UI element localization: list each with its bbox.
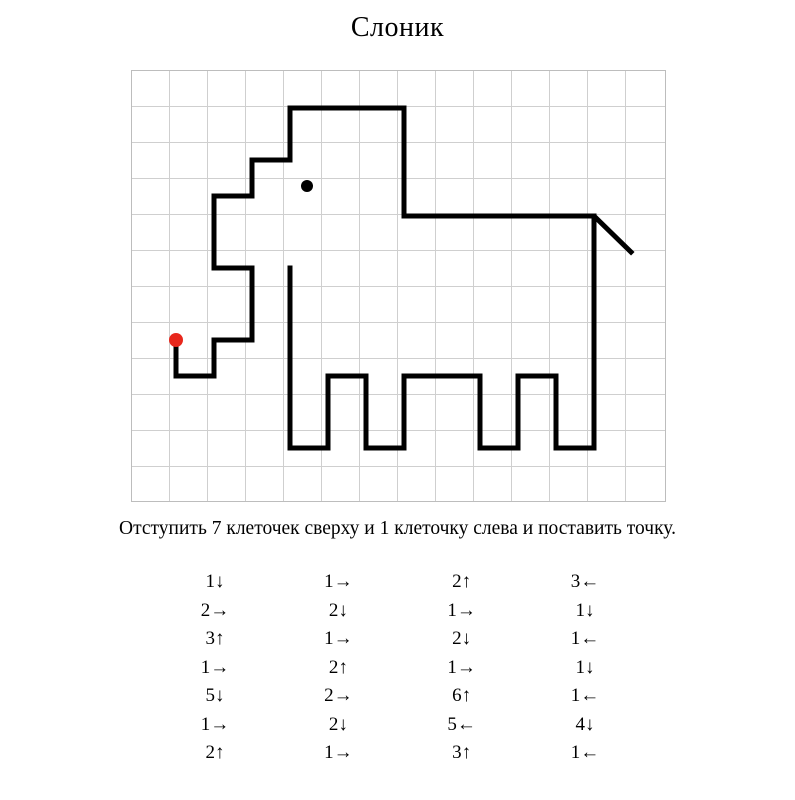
- grid-svg: [131, 70, 666, 502]
- step-item: 3↑: [205, 628, 225, 649]
- black-eye-dot: [301, 180, 313, 192]
- step-item: 2↓: [328, 599, 348, 621]
- step-item: 1←: [570, 742, 600, 763]
- step-item: 4↓: [575, 713, 595, 735]
- step-item: 5↓: [205, 685, 225, 706]
- instruction-text: Отступить 7 клеточек сверху и 1 клеточку слева и поставить точку.: [119, 518, 676, 539]
- step-item: 1→: [200, 713, 230, 735]
- step-item: 1→: [447, 656, 476, 678]
- red-start-dot: [169, 333, 183, 347]
- step-item: 6↑: [452, 685, 472, 706]
- step-item: 1←: [570, 685, 600, 706]
- step-item: 1→: [324, 628, 353, 649]
- steps-column-3: [407, 568, 517, 768]
- step-item: 2↓: [452, 628, 472, 649]
- step-item: 2↓: [328, 713, 348, 735]
- step-item: 1→: [447, 599, 476, 621]
- step-item: 2↑: [205, 742, 225, 763]
- step-item: 1→: [200, 656, 230, 678]
- step-item: 1↓: [575, 656, 595, 678]
- steps-column-4: [530, 568, 640, 768]
- step-item: 1←: [570, 628, 600, 649]
- step-item: 1→: [324, 742, 353, 763]
- step-item: 1↓: [205, 571, 225, 592]
- steps-column-2: [283, 568, 393, 768]
- step-item: 3↑: [452, 742, 472, 763]
- steps-columns: [160, 568, 640, 768]
- page-title: Слоник: [350, 12, 445, 43]
- step-item: 2↑: [452, 571, 472, 592]
- step-item: 3←: [570, 571, 600, 592]
- step-item: 5←: [447, 713, 476, 735]
- step-item: 2→: [324, 685, 353, 706]
- step-item: 1→: [324, 571, 353, 592]
- step-item: 2→: [200, 599, 230, 621]
- grid-drawing-area: [131, 70, 666, 502]
- steps-column-1: [160, 568, 270, 768]
- step-item: 2↑: [328, 656, 348, 678]
- step-item: 1↓: [575, 599, 595, 621]
